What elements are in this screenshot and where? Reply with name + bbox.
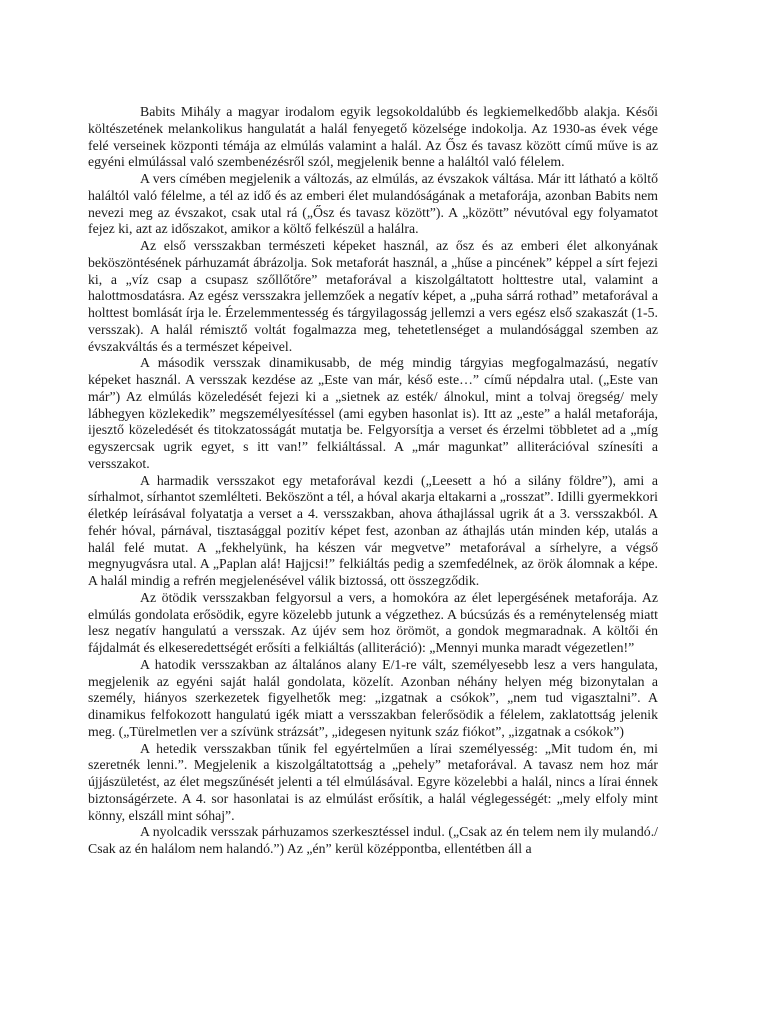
paragraph-stanza-8: A nyolcadik versszak párhuzamos szerkesztéssel indul. („Csak az én telem nem ily mulandó./ Csak az én halálom nem halandó.”) Az „én” kerül középpontba, ellentétben áll a xyxy=(88,824,658,856)
paragraph-stanza-1: Az első versszakban természeti képeket használ, az ősz és az emberi élet alkonyának beköszöntésének párhuzamát ábrázolja. Sok metaforát használ, a „hűse a pincének” képpel a sírt fejezi ki, a „víz csap a csupasz szőllőtőre” metaforával a kiszolgáltatott holttestre utal, valamint a halottmosdatásra. Az egész versszakra jellemzőek a negatív képet, a „puha sárrá rothad” metaforával a holttest bomlását írja le. Érzelemmentesség és tárgyilagosság jellemzi a vers egész első szakaszát (1-5. versszak). A halál rémisztő voltát fogalmazza meg, tehetetlenséget a mulandósággal szemben az évszakváltás és a természet képeivel. xyxy=(88,238,658,354)
paragraph-stanza-6: A hatodik versszakban az általános alany E/1-re vált, személyesebb lesz a vers hangulata, megjelenik az egyéni saját halál gondolata, közelít. Azonban néhány helyen még bizonytalan a személy, hiányos szerkezetek figyelhetők meg: „izgatnak a csókok”, „nem tud vigasztalni”. A dinamikus felfokozott hangulatú igék miatt a versszakban felerősödik a félelem, zaklatottság jelenik meg. („Türelmetlen ver a szívünk strázsát”, „idegesen nyitunk száz fiókot”, „izgatnak a csókok”) xyxy=(88,656,658,739)
paragraph-stanza-5: Az ötödik versszakban felgyorsul a vers, a homokóra az élet lepergésének metaforája. Az elmúlás gondolata erősödik, egyre közelebb jutunk a végzethez. A búcsúzás és a reménytelenség miatt lesz negatív hangulatú a versszak. Az újév sem hoz örömöt, a gondok megmaradnak. A költői én fájdalmát és elkeseredettségét erősíti a felkiáltás (alliteráció): „Mennyi munka maradt végezetlen!” xyxy=(88,589,658,655)
paragraph-title-analysis: A vers címében megjelenik a változás, az elmúlás, az évszakok váltása. Már itt látható a költő haláltól való félelme, a tél az idő és az emberi élet mulandóságának a metaforája, azonban Babits nem nevezi meg az évszakot, csak utal rá („Ősz és tavasz között”). A „között” névutóval egy folyamatot fejez ki, azt az időszakot, amikor a költő felkészül a halálra. xyxy=(88,171,658,237)
paragraph-stanza-2: A második versszak dinamikusabb, de még mindig tárgyias megfogalmazású, negatív képeket használ. A versszak kezdése az „Este van már, késő este…” című népdalra utal. („Este van már”) Az elmúlás közeledését fejezi ki a „sietnek az esték/ álnokul, mint a tolvaj öregség/ mely lábhegyen közlekedik” megszemélyesítéssel (ami egyben hasonlat is). Itt az „este” a halál metaforája, ijesztő közeledését és titokzatosságát mutatja be. Felgyorsítja a verset és érzelmi többletet ad a „míg egyszercsak ugrik egyet, s itt van!” felkiáltással. A „már magunkat” alliterációval színesíti a versszakot. xyxy=(88,355,658,471)
essay-body xyxy=(88,104,658,858)
paragraph-intro: Babits Mihály a magyar irodalom egyik legsokoldalúbb és legkiemelkedőbb alakja. Késői költészetének melankolikus hangulatát a halál fenyegető közelsége indokolja. Az 1930-as évek vége felé verseinek központi témája az elmúlás valamint a halál. Az Ősz és tavasz között című műve is az egyéni elmúlással való szembenézésről szól, megjelenik benne a haláltól való félelem. xyxy=(88,104,658,170)
paragraph-stanza-7: A hetedik versszakban tűnik fel egyértelműen a lírai személyesség: „Mit tudom én, mi szeretnék lenni.”. Megjelenik a kiszolgáltatottság a „pehely” metaforával. A tavasz nem hoz már újjászületést, az élet megszűnését jelenti a tél elmúlásával. Egyre közelebbi a halál, nincs a lírai énnek biztonságérzete. A 4. sor hasonlatai is az elmúlást erősítik, a halál véglegességét: „mely elfoly mint könny, elszáll mint sóhaj”. xyxy=(88,740,658,823)
paragraph-stanza-3-4: A harmadik versszakot egy metaforával kezdi („Leesett a hó a silány földre”), ami a sírhalmot, sírhantot szemlélteti. Beköszönt a tél, a hóval akarja eltakarni a „rosszat”. Idilli gyermekkori életkép leírásával folyatatja a verset a 4. versszakban, ahova áthajlással ugrik át a 3. versszakból. A fehér hóval, párnával, tisztasággal pozitív képet fest, azonban az áthajlás után minden kép, utalás a halál felé mutat. A „fekhelyünk, ha készen vár megvetve” metaforával a sírhelyre, a végső megnyugvásra utal. A „Paplan alá! Hajjcsi!” felkiáltás pedig a szemfedélnek, az örök álomnak a képe. A halál mindig a refrén megjelenésével válik biztossá, ott összegződik. xyxy=(88,472,658,588)
